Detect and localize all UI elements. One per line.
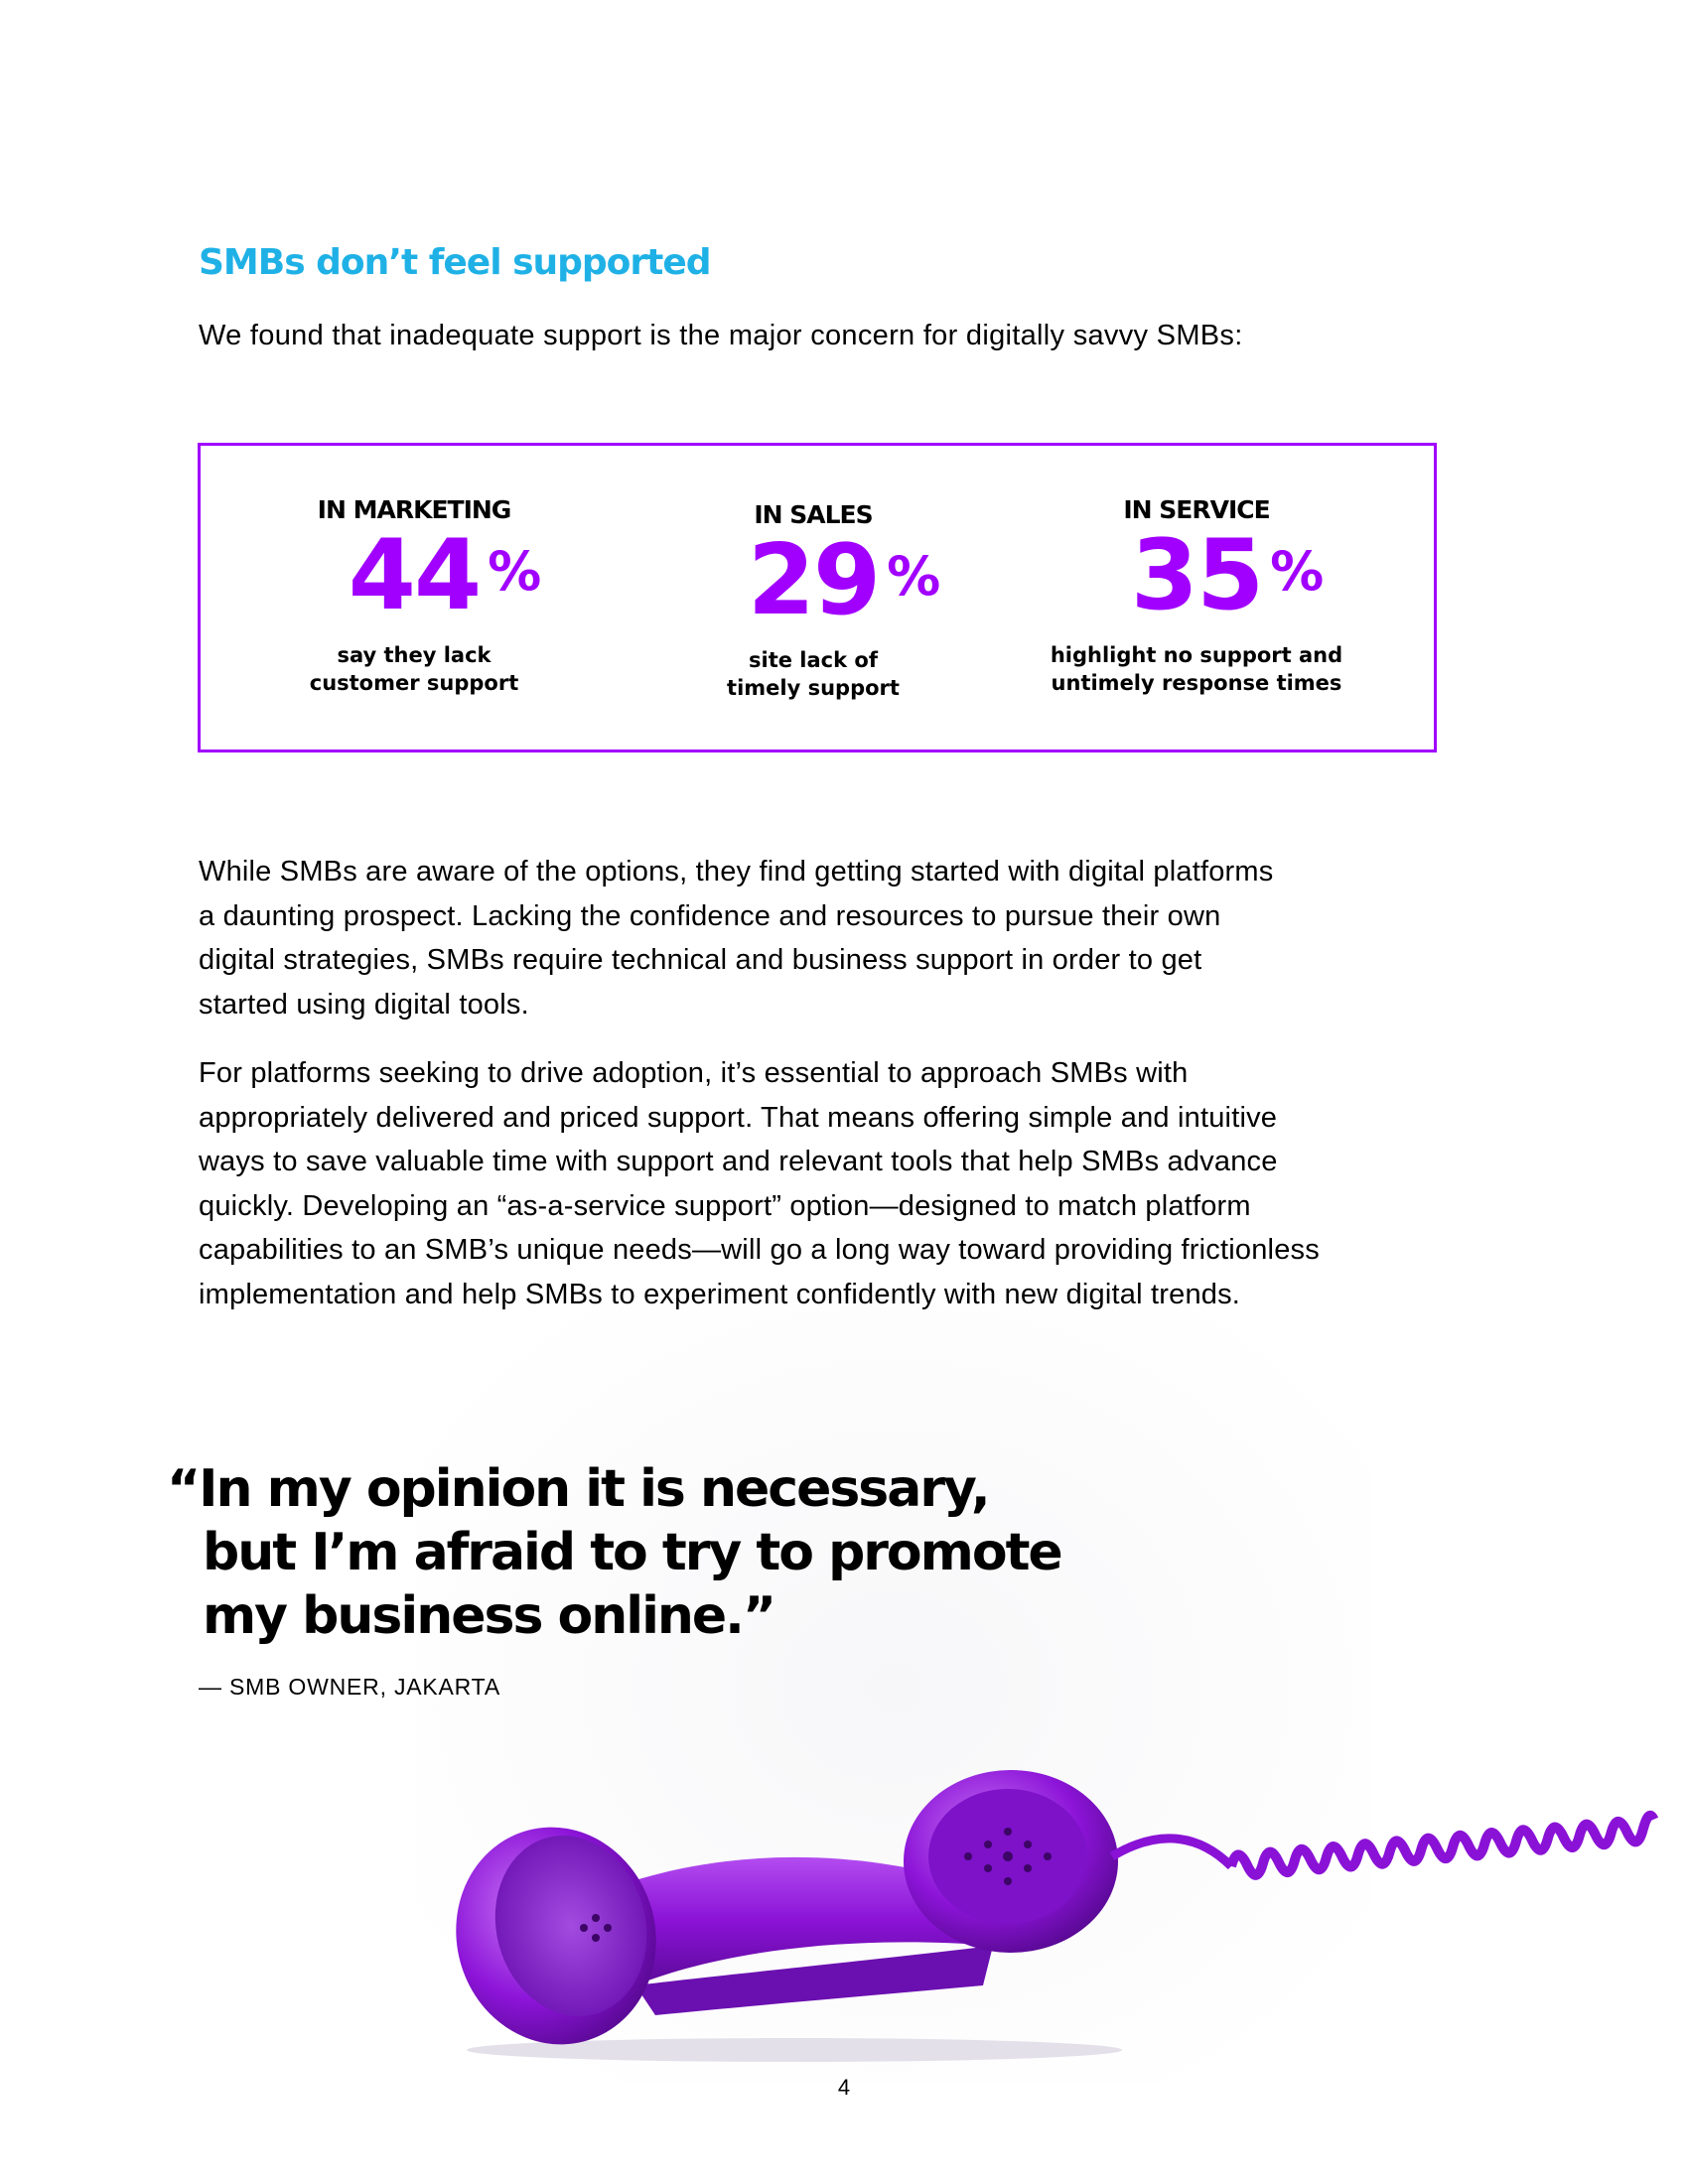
stat-number: 35 <box>1130 519 1263 632</box>
section-heading: SMBs don’t feel supported <box>199 242 711 283</box>
paragraph-line: ways to save valuable time with support and relevant tools that help SMBs advance <box>199 1146 1278 1177</box>
stat-description-line: customer support <box>309 671 519 695</box>
stat-description <box>1028 641 1365 697</box>
percent-sign: % <box>488 540 542 603</box>
paragraph-line: started using digital tools. <box>199 988 529 1021</box>
body-paragraph-1 <box>199 850 1450 1026</box>
stat-label: IN SERVICE <box>1123 495 1270 524</box>
page-number: 4 <box>837 2075 851 2100</box>
stat-description <box>644 646 982 702</box>
stat-service <box>1028 495 1365 697</box>
stat-label: IN SALES <box>754 500 873 529</box>
stat-description-line: say they lack <box>337 643 492 667</box>
stat-value <box>1130 519 1325 632</box>
body-paragraph-2 <box>199 1051 1450 1316</box>
paragraph-line: a daunting prospect. Lacking the confidence and resources to pursue their own <box>199 899 1221 932</box>
paragraph-line: capabilities to an SMB’s unique needs—will go a long way toward providing frictionless <box>199 1234 1320 1266</box>
stat-description <box>245 641 583 697</box>
stat-value <box>747 524 941 637</box>
stat-label: IN MARKETING <box>317 495 511 524</box>
paragraph-line: quickly. Developing an “as-a-service support” option—designed to match platform <box>199 1189 1251 1222</box>
paragraph-line: implementation and help SMBs to experiment confidently with new digital trends. <box>199 1278 1241 1310</box>
stat-description-line: untimely response times <box>1051 671 1342 695</box>
stat-value <box>348 519 542 632</box>
quote-line: “In my opinion it is necessary, <box>167 1459 989 1519</box>
percent-sign: % <box>1270 540 1325 603</box>
stat-description-line: timely support <box>727 676 900 700</box>
stat-number: 44 <box>348 519 481 632</box>
quote-attribution: — SMB OWNER, JAKARTA <box>199 1674 500 1700</box>
stat-sales <box>644 500 982 702</box>
quote-line: but I’m afraid to try to promote <box>203 1523 1061 1582</box>
stat-number: 29 <box>747 524 880 637</box>
intro-text: We found that inadequate support is the major concern for digitally savvy SMBs: <box>199 320 1243 351</box>
stat-description-line: site lack of <box>749 648 878 672</box>
stats-box <box>198 443 1437 752</box>
percent-sign: % <box>887 545 941 608</box>
stat-description-line: highlight no support and <box>1050 643 1343 667</box>
pull-quote <box>167 1457 1061 1648</box>
paragraph-line: While SMBs are aware of the options, they find getting started with digital platforms <box>199 856 1274 887</box>
paragraph-line: For platforms seeking to drive adoption, it’s essential to approach SMBs with <box>199 1057 1189 1089</box>
stat-marketing <box>245 495 583 697</box>
quote-line: my business online.” <box>203 1586 775 1646</box>
paragraph-line: appropriately delivered and priced support. That means offering simple and intuitive <box>199 1101 1278 1134</box>
paragraph-line: digital strategies, SMBs require technical and business support in order to get <box>199 944 1202 976</box>
